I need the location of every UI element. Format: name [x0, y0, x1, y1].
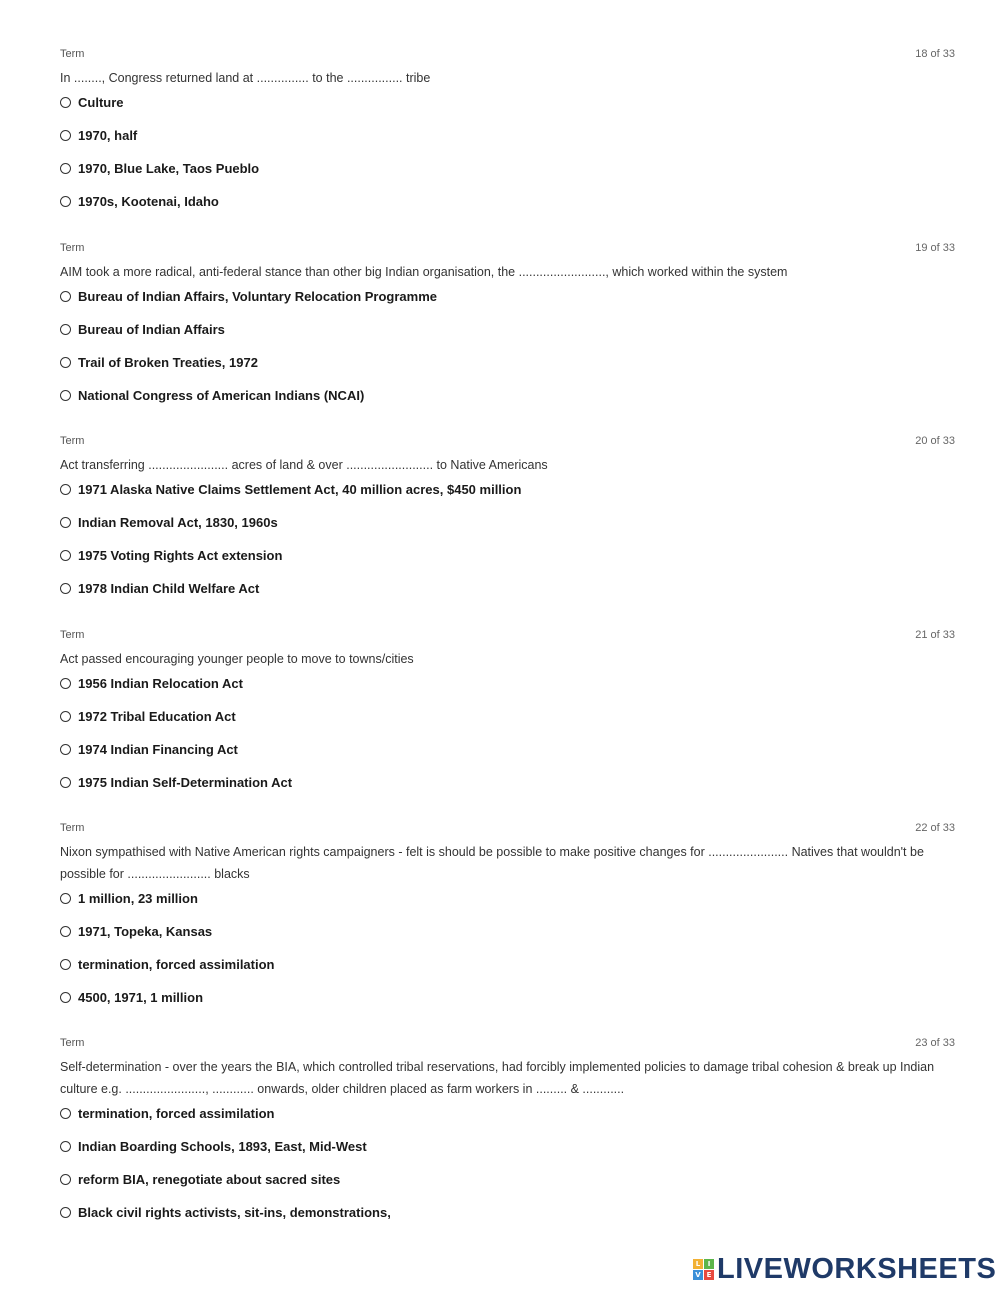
radio-button[interactable] — [60, 893, 71, 904]
option-d[interactable] — [60, 989, 955, 1022]
option-label: Indian Removal Act, 1830, 1960s — [78, 515, 278, 530]
question-text: Act passed encouraging younger people to move to towns/cities — [60, 652, 414, 666]
option-label: termination, forced assimilation — [78, 957, 275, 972]
liveworksheets-logo[interactable] — [693, 1254, 996, 1284]
options-list — [60, 890, 955, 1022]
options-list — [60, 94, 955, 226]
question-text: AIM took a more radical, anti-federal stance than other big Indian organisation, the ........................., which worked within the system — [60, 265, 788, 279]
option-c[interactable] — [60, 1171, 955, 1204]
option-a[interactable] — [60, 890, 955, 923]
option-b[interactable] — [60, 127, 955, 160]
question-text: Nixon sympathised with Native American rights campaigners - felt is should be possible to make positive changes for ....................... Natives that wouldn't be possible for ........................ blacks — [60, 845, 924, 881]
radio-button[interactable] — [60, 959, 71, 970]
option-label: Black civil rights activists, sit-ins, demonstrations, — [78, 1205, 391, 1220]
radio-button[interactable] — [60, 517, 71, 528]
radio-button[interactable] — [60, 196, 71, 207]
logo-tile: V — [693, 1270, 703, 1280]
option-label: National Congress of American Indians (NCAI) — [78, 388, 365, 403]
option-b[interactable] — [60, 321, 955, 354]
option-label: termination, forced assimilation — [78, 1106, 275, 1121]
option-d[interactable] — [60, 580, 955, 613]
logo-tile: E — [704, 1270, 714, 1280]
question-21 — [60, 629, 955, 807]
options-list — [60, 481, 955, 613]
question-counter: 19 of 33 — [915, 242, 955, 254]
radio-button[interactable] — [60, 992, 71, 1003]
option-a[interactable] — [60, 94, 955, 127]
option-label: Indian Boarding Schools, 1893, East, Mid-West — [78, 1139, 367, 1154]
question-text: Act transferring ....................... acres of land & over ......................... to Native Americans — [60, 458, 548, 472]
option-c[interactable] — [60, 160, 955, 193]
options-list — [60, 1105, 955, 1237]
radio-button[interactable] — [60, 744, 71, 755]
option-d[interactable] — [60, 193, 955, 226]
option-label: 1975 Voting Rights Act extension — [78, 548, 283, 563]
option-label: 1971, Topeka, Kansas — [78, 924, 213, 939]
term-label: Term — [60, 822, 85, 834]
option-b[interactable] — [60, 708, 955, 741]
option-d[interactable] — [60, 774, 955, 807]
radio-button[interactable] — [60, 484, 71, 495]
radio-button[interactable] — [60, 1207, 71, 1218]
option-label: 1972 Tribal Education Act — [78, 709, 236, 724]
option-label: Culture — [78, 95, 124, 110]
option-d[interactable] — [60, 1204, 955, 1237]
logo-tile: L — [693, 1259, 703, 1269]
radio-button[interactable] — [60, 130, 71, 141]
option-b[interactable] — [60, 514, 955, 547]
options-list — [60, 288, 955, 420]
question-text: Self-determination - over the years the BIA, which controlled tribal reservations, had forcibly implemented policies to damage tribal cohesion & break up Indian culture e.g. ......................., ............ onwards, older children placed as farm workers in ......... & ............ — [60, 1060, 935, 1096]
radio-button[interactable] — [60, 390, 71, 401]
term-label: Term — [60, 435, 85, 447]
radio-button[interactable] — [60, 357, 71, 368]
logo-tiles-icon — [693, 1259, 714, 1280]
term-label: Term — [60, 48, 85, 60]
option-label: 4500, 1971, 1 million — [78, 990, 204, 1005]
option-a[interactable] — [60, 288, 955, 321]
radio-button[interactable] — [60, 1174, 71, 1185]
option-a[interactable] — [60, 481, 955, 514]
option-label: 1974 Indian Financing Act — [78, 742, 238, 757]
question-18 — [60, 48, 955, 226]
radio-button[interactable] — [60, 711, 71, 722]
option-c[interactable] — [60, 956, 955, 989]
radio-button[interactable] — [60, 678, 71, 689]
option-label: 1970, Blue Lake, Taos Pueblo — [78, 161, 260, 176]
radio-button[interactable] — [60, 97, 71, 108]
option-b[interactable] — [60, 923, 955, 956]
option-d[interactable] — [60, 387, 955, 420]
radio-button[interactable] — [60, 1108, 71, 1119]
option-label: 1978 Indian Child Welfare Act — [78, 581, 260, 596]
radio-button[interactable] — [60, 324, 71, 335]
option-c[interactable] — [60, 354, 955, 387]
question-text: In ........, Congress returned land at ............... to the ................ tribe — [60, 71, 431, 85]
option-a[interactable] — [60, 1105, 955, 1138]
radio-button[interactable] — [60, 583, 71, 594]
question-19 — [60, 242, 955, 420]
radio-button[interactable] — [60, 1141, 71, 1152]
option-label: 1975 Indian Self-Determination Act — [78, 775, 293, 790]
option-label: Bureau of Indian Affairs, Voluntary Relocation Programme — [78, 289, 438, 304]
term-label: Term — [60, 629, 85, 641]
logo-text: LIVEWORKSHEETS — [717, 1252, 997, 1285]
question-22 — [60, 822, 955, 1022]
option-label: 1970s, Kootenai, Idaho — [78, 194, 219, 209]
question-counter: 22 of 33 — [915, 822, 955, 834]
question-counter: 21 of 33 — [915, 629, 955, 641]
option-label: 1 million, 23 million — [78, 891, 198, 906]
radio-button[interactable] — [60, 777, 71, 788]
radio-button[interactable] — [60, 926, 71, 937]
option-label: 1956 Indian Relocation Act — [78, 676, 243, 691]
radio-button[interactable] — [60, 550, 71, 561]
radio-button[interactable] — [60, 291, 71, 302]
logo-tile: I — [704, 1259, 714, 1269]
option-c[interactable] — [60, 547, 955, 580]
question-counter: 18 of 33 — [915, 48, 955, 60]
option-a[interactable] — [60, 675, 955, 708]
question-counter: 23 of 33 — [915, 1037, 955, 1049]
radio-button[interactable] — [60, 163, 71, 174]
question-23 — [60, 1037, 955, 1237]
option-b[interactable] — [60, 1138, 955, 1171]
term-label: Term — [60, 242, 85, 254]
option-c[interactable] — [60, 741, 955, 774]
option-label: reform BIA, renegotiate about sacred sites — [78, 1172, 341, 1187]
option-label: 1970, half — [78, 128, 138, 143]
option-label: Trail of Broken Treaties, 1972 — [78, 355, 258, 370]
option-label: 1971 Alaska Native Claims Settlement Act, 40 million acres, $450 million — [78, 482, 522, 497]
option-label: Bureau of Indian Affairs — [78, 322, 225, 337]
options-list — [60, 675, 955, 807]
term-label: Term — [60, 1037, 85, 1049]
question-20 — [60, 435, 955, 613]
question-counter: 20 of 33 — [915, 435, 955, 447]
